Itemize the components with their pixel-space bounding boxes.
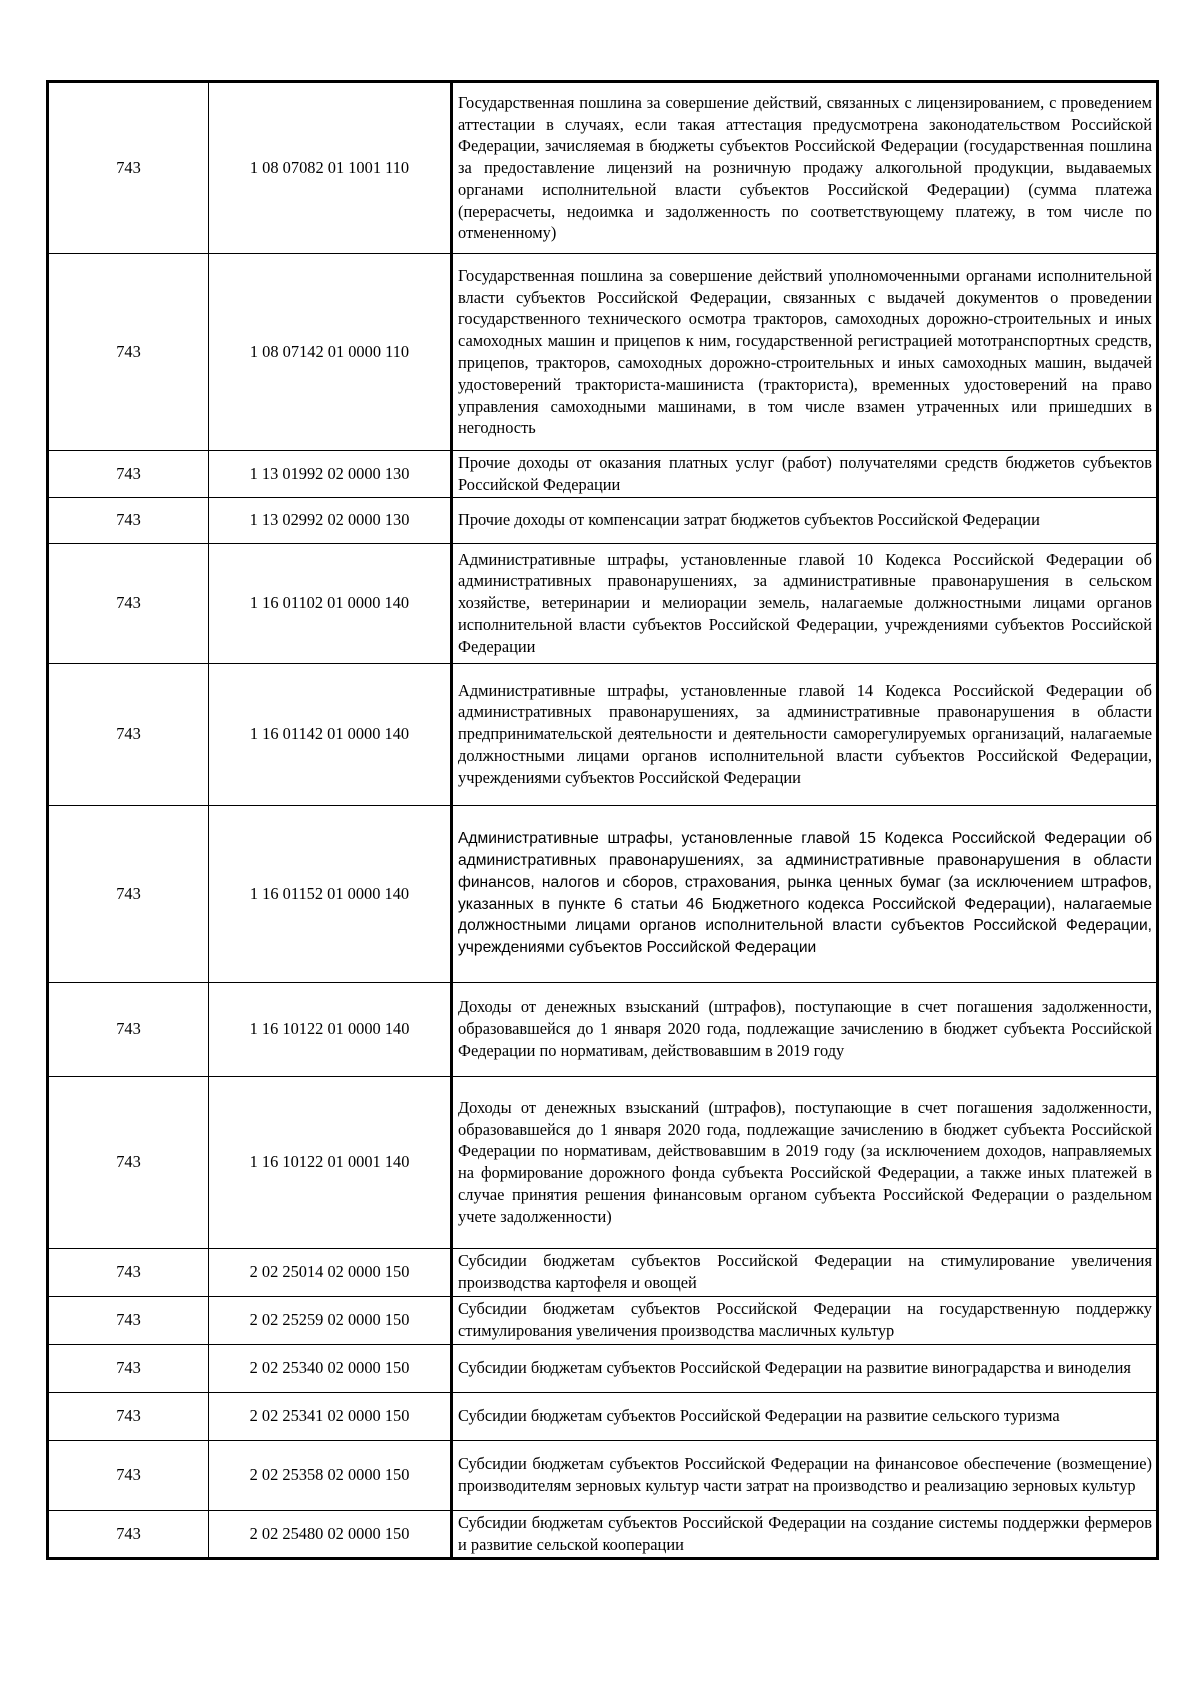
admin-code-cell: 743 <box>48 1510 209 1558</box>
admin-code-cell: 743 <box>48 805 209 982</box>
description-cell: Субсидии бюджетам субъектов Российской Федерации на создание системы поддержки фермеров и развитие сельской кооперации <box>452 1510 1158 1558</box>
admin-code-cell: 743 <box>48 1076 209 1248</box>
admin-code-cell: 743 <box>48 543 209 663</box>
kbk-code-cell: 2 02 25341 02 0000 150 <box>209 1392 452 1440</box>
table-row <box>48 1510 1158 1558</box>
admin-code-cell: 743 <box>48 663 209 805</box>
description-cell: Субсидии бюджетам субъектов Российской Федерации на финансовое обеспечение (возмещение) производителям зерновых культур части затрат на производство и реализацию зерновых культур <box>452 1440 1158 1510</box>
admin-code-cell: 743 <box>48 1392 209 1440</box>
description-cell: Доходы от денежных взысканий (штрафов), поступающие в счет погашения задолженности, образовавшейся до 1 января 2020 года, подлежащие зачислению в бюджет субъекта Российской Федерации по нормативам, действовавшим в 2019 году (за исключением доходов, направляемых на формирование дорожного фонда субъекта Российской Федерации, а также иных платежей в случае принятия решения финансовым органом субъекта Российской Федерации о раздельном учете задолженности) <box>452 1076 1158 1248</box>
kbk-code-cell: 1 08 07142 01 0000 110 <box>209 254 452 451</box>
table-row <box>48 254 1158 451</box>
description-cell: Государственная пошлина за совершение действий, связанных с лицензированием, с проведением аттестации в случаях, если такая аттестация предусмотрена законодательством Российской Федерации, зачисляемая в бюджеты субъектов Российской Федерации (государственная пошлина за предоставление лицензий на розничную продажу алкогольной продукции, выдаваемых органами исполнительной власти субъектов Российской Федерации) (сумма платежа (перерасчеты, недоимка и задолженность по соответствующему платежу, в том числе по отмененному) <box>452 82 1158 254</box>
description-cell: Государственная пошлина за совершение действий уполномоченными органами исполнительной власти субъектов Российской Федерации, связанных с выдачей документов о проведении государственного технического осмотра тракторов, самоходных дорожно-строительных и иных самоходных машин и прицепов к ним, государственной регистрацией мототранспортных средств, прицепов, тракторов, самоходных дорожно-строительных и иных самоходных машин, выдачей удостоверений тракториста-машиниста (тракториста), временных удостоверений на право управления самоходными машинами, в том числе взамен утраченных или пришедших в негодность <box>452 254 1158 451</box>
description-cell: Прочие доходы от оказания платных услуг (работ) получателями средств бюджетов субъектов Российской Федерации <box>452 451 1158 498</box>
table-row <box>48 663 1158 805</box>
kbk-code-cell: 1 16 01102 01 0000 140 <box>209 543 452 663</box>
description-cell: Административные штрафы, установленные главой 15 Кодекса Российской Федерации об административных правонарушениях, за административные правонарушения в области финансов, налогов и сборов, страхования, рынка ценных бумаг (за исключением штрафов, указанных в пункте 6 статьи 46 Бюджетного кодекса Российской Федерации), налагаемые должностными лицами органов исполнительной власти субъектов Российской Федерации, учреждениями субъектов Российской Федерации <box>452 805 1158 982</box>
kbk-code-cell: 1 16 01152 01 0000 140 <box>209 805 452 982</box>
admin-code-cell: 743 <box>48 1296 209 1344</box>
table-row <box>48 805 1158 982</box>
table-row <box>48 1392 1158 1440</box>
kbk-code-cell: 2 02 25358 02 0000 150 <box>209 1440 452 1510</box>
admin-code-cell: 743 <box>48 497 209 543</box>
description-cell: Субсидии бюджетам субъектов Российской Федерации на государственную поддержку стимулирования увеличения производства масличных культур <box>452 1296 1158 1344</box>
kbk-code-cell: 2 02 25480 02 0000 150 <box>209 1510 452 1558</box>
admin-code-cell: 743 <box>48 254 209 451</box>
revenue-codes-page <box>46 80 1156 1560</box>
admin-code-cell: 743 <box>48 451 209 498</box>
kbk-code-cell: 2 02 25259 02 0000 150 <box>209 1296 452 1344</box>
kbk-code-cell: 1 08 07082 01 1001 110 <box>209 82 452 254</box>
table-row <box>48 497 1158 543</box>
revenue-codes-table <box>46 80 1159 1560</box>
admin-code-cell: 743 <box>48 1440 209 1510</box>
table-row <box>48 1248 1158 1296</box>
kbk-code-cell: 1 16 10122 01 0001 140 <box>209 1076 452 1248</box>
description-cell: Субсидии бюджетам субъектов Российской Федерации на развитие виноградарства и виноделия <box>452 1344 1158 1392</box>
kbk-code-cell: 1 16 10122 01 0000 140 <box>209 982 452 1076</box>
kbk-code-cell: 1 13 01992 02 0000 130 <box>209 451 452 498</box>
description-cell: Доходы от денежных взысканий (штрафов), поступающие в счет погашения задолженности, образовавшейся до 1 января 2020 года, подлежащие зачислению в бюджет субъекта Российской Федерации по нормативам, действовавшим в 2019 году <box>452 982 1158 1076</box>
description-cell: Административные штрафы, установленные главой 10 Кодекса Российской Федерации об административных правонарушениях, за административные правонарушения в сельском хозяйстве, ветеринарии и мелиорации земель, налагаемые должностными лицами органов исполнительной власти субъектов Российской Федерации, учреждениями субъектов Российской Федерации <box>452 543 1158 663</box>
description-cell: Субсидии бюджетам субъектов Российской Федерации на развитие сельского туризма <box>452 1392 1158 1440</box>
description-cell: Субсидии бюджетам субъектов Российской Федерации на стимулирование увеличения производства картофеля и овощей <box>452 1248 1158 1296</box>
table-row <box>48 82 1158 254</box>
table-row <box>48 1344 1158 1392</box>
table-row <box>48 1076 1158 1248</box>
table-row <box>48 982 1158 1076</box>
admin-code-cell: 743 <box>48 1344 209 1392</box>
description-cell: Прочие доходы от компенсации затрат бюджетов субъектов Российской Федерации <box>452 497 1158 543</box>
kbk-code-cell: 2 02 25014 02 0000 150 <box>209 1248 452 1296</box>
table-row <box>48 1440 1158 1510</box>
admin-code-cell: 743 <box>48 982 209 1076</box>
description-cell: Административные штрафы, установленные главой 14 Кодекса Российской Федерации об административных правонарушениях, за административные правонарушения в области предпринимательской деятельности и деятельности саморегулируемых организаций, налагаемые должностными лицами органов исполнительной власти субъектов Российской Федерации, учреждениями субъектов Российской Федерации <box>452 663 1158 805</box>
kbk-code-cell: 1 13 02992 02 0000 130 <box>209 497 452 543</box>
table-row <box>48 1296 1158 1344</box>
admin-code-cell: 743 <box>48 82 209 254</box>
table-row <box>48 543 1158 663</box>
kbk-code-cell: 2 02 25340 02 0000 150 <box>209 1344 452 1392</box>
admin-code-cell: 743 <box>48 1248 209 1296</box>
table-row <box>48 451 1158 498</box>
kbk-code-cell: 1 16 01142 01 0000 140 <box>209 663 452 805</box>
